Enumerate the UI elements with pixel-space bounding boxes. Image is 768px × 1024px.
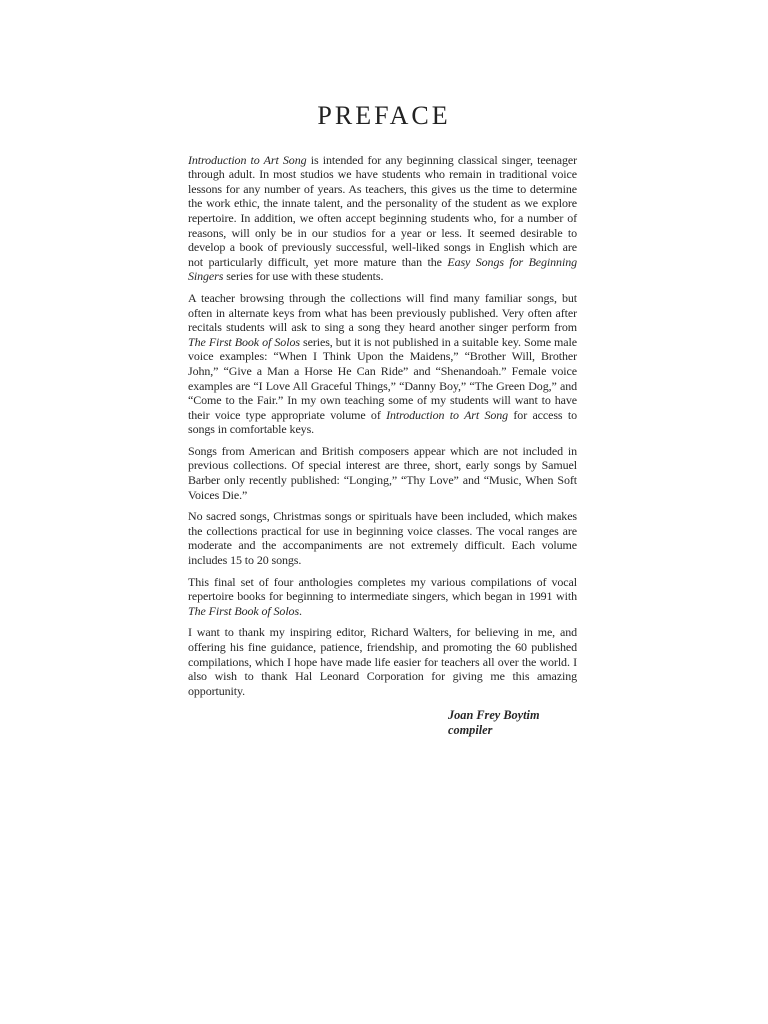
- paragraph-text: This final set of four anthologies completes my various compilations of vocal repertoire books for beginning to intermediate singers, which began in 1991 with: [188, 574, 577, 604]
- preface-paragraph: [188, 575, 577, 619]
- book-title-italic: Introduction to Art Song: [188, 152, 307, 167]
- signature-block: [448, 708, 577, 738]
- paragraph-text: No sacred songs, Christmas songs or spirituals have been included, which makes the collections practical for use in beginning voice classes. The vocal ranges are moderate and the accompaniments are not extremely difficult. Each volume includes 15 to 20 songs.: [188, 509, 577, 568]
- paragraph-text: I want to thank my inspiring editor, Richard Walters, for believing in me, and offering his fine guidance, patience, friendship, and promoting the 60 published compilations, which I hope have made life easier for teachers all over the world. I also wish to thank Hal Leonard Corporation for giving me this amazing opportunity.: [188, 625, 577, 698]
- preface-paragraph: [188, 444, 577, 502]
- paragraph-text: Songs from American and British composers appear which are not included in previous collections. Of special interest are three, short, early songs by Samuel Barber only recently published: “Longing,” “Thy Love” and “Music, When Soft Voices Die.”: [188, 443, 577, 502]
- book-title-italic: Easy Songs for Beginning Singers: [188, 254, 577, 284]
- paragraph-text: .: [299, 603, 302, 618]
- paragraph-text: series, but it is not published in a suitable key. Some male voice examples: “When I Think Upon the Maidens,” “Brother Will, Brother John,” “Give a Man a Horse He Can Ride” and “Shenandoah.” Female voice examples are “I Love All Graceful Things,” “Danny Boy,” “The Green Dog,” and “Come to the Fair.” In my own teaching some of my students will want to have their voice type appropriate volume of: [188, 334, 577, 422]
- page-title: PREFACE: [317, 101, 451, 130]
- preface-paragraph: [188, 153, 577, 284]
- paragraph-text: for access to songs in comfortable keys.: [188, 407, 577, 437]
- signature-role: compiler: [448, 723, 493, 738]
- paragraph-text: series for use with these students.: [223, 269, 384, 284]
- book-title-italic: The First Book of Solos: [188, 334, 300, 349]
- preface-paragraph: [188, 509, 577, 567]
- book-title-italic: The First Book of Solos: [188, 603, 300, 618]
- preface-body: [188, 153, 577, 699]
- book-title-italic: Introduction to Art Song: [386, 407, 509, 422]
- paragraph-text: is intended for any beginning classical singer, teenager through adult. In most studios we have students who remain in traditional voice lessons for any number of years. As teachers, this gives us the time to determine the work ethic, the innate talent, and the personality of the student as we explore repertoire. In addition, we often accept beginning students who, for a number of reasons, will only be in our studios for a year or less. It seemed desirable to develop a book of previously successful, well-liked songs in English which are not particularly difficult, yet more mature than the: [188, 152, 577, 269]
- paragraph-text: A teacher browsing through the collections will find many familiar songs, but often in alternate keys from what has been previously published. Very often after recitals students will ask to sing a song they heard another singer perform from: [188, 290, 577, 335]
- preface-paragraph: [188, 625, 577, 698]
- preface-paragraph: [188, 291, 577, 437]
- signature-name: Joan Frey Boytim: [448, 708, 540, 723]
